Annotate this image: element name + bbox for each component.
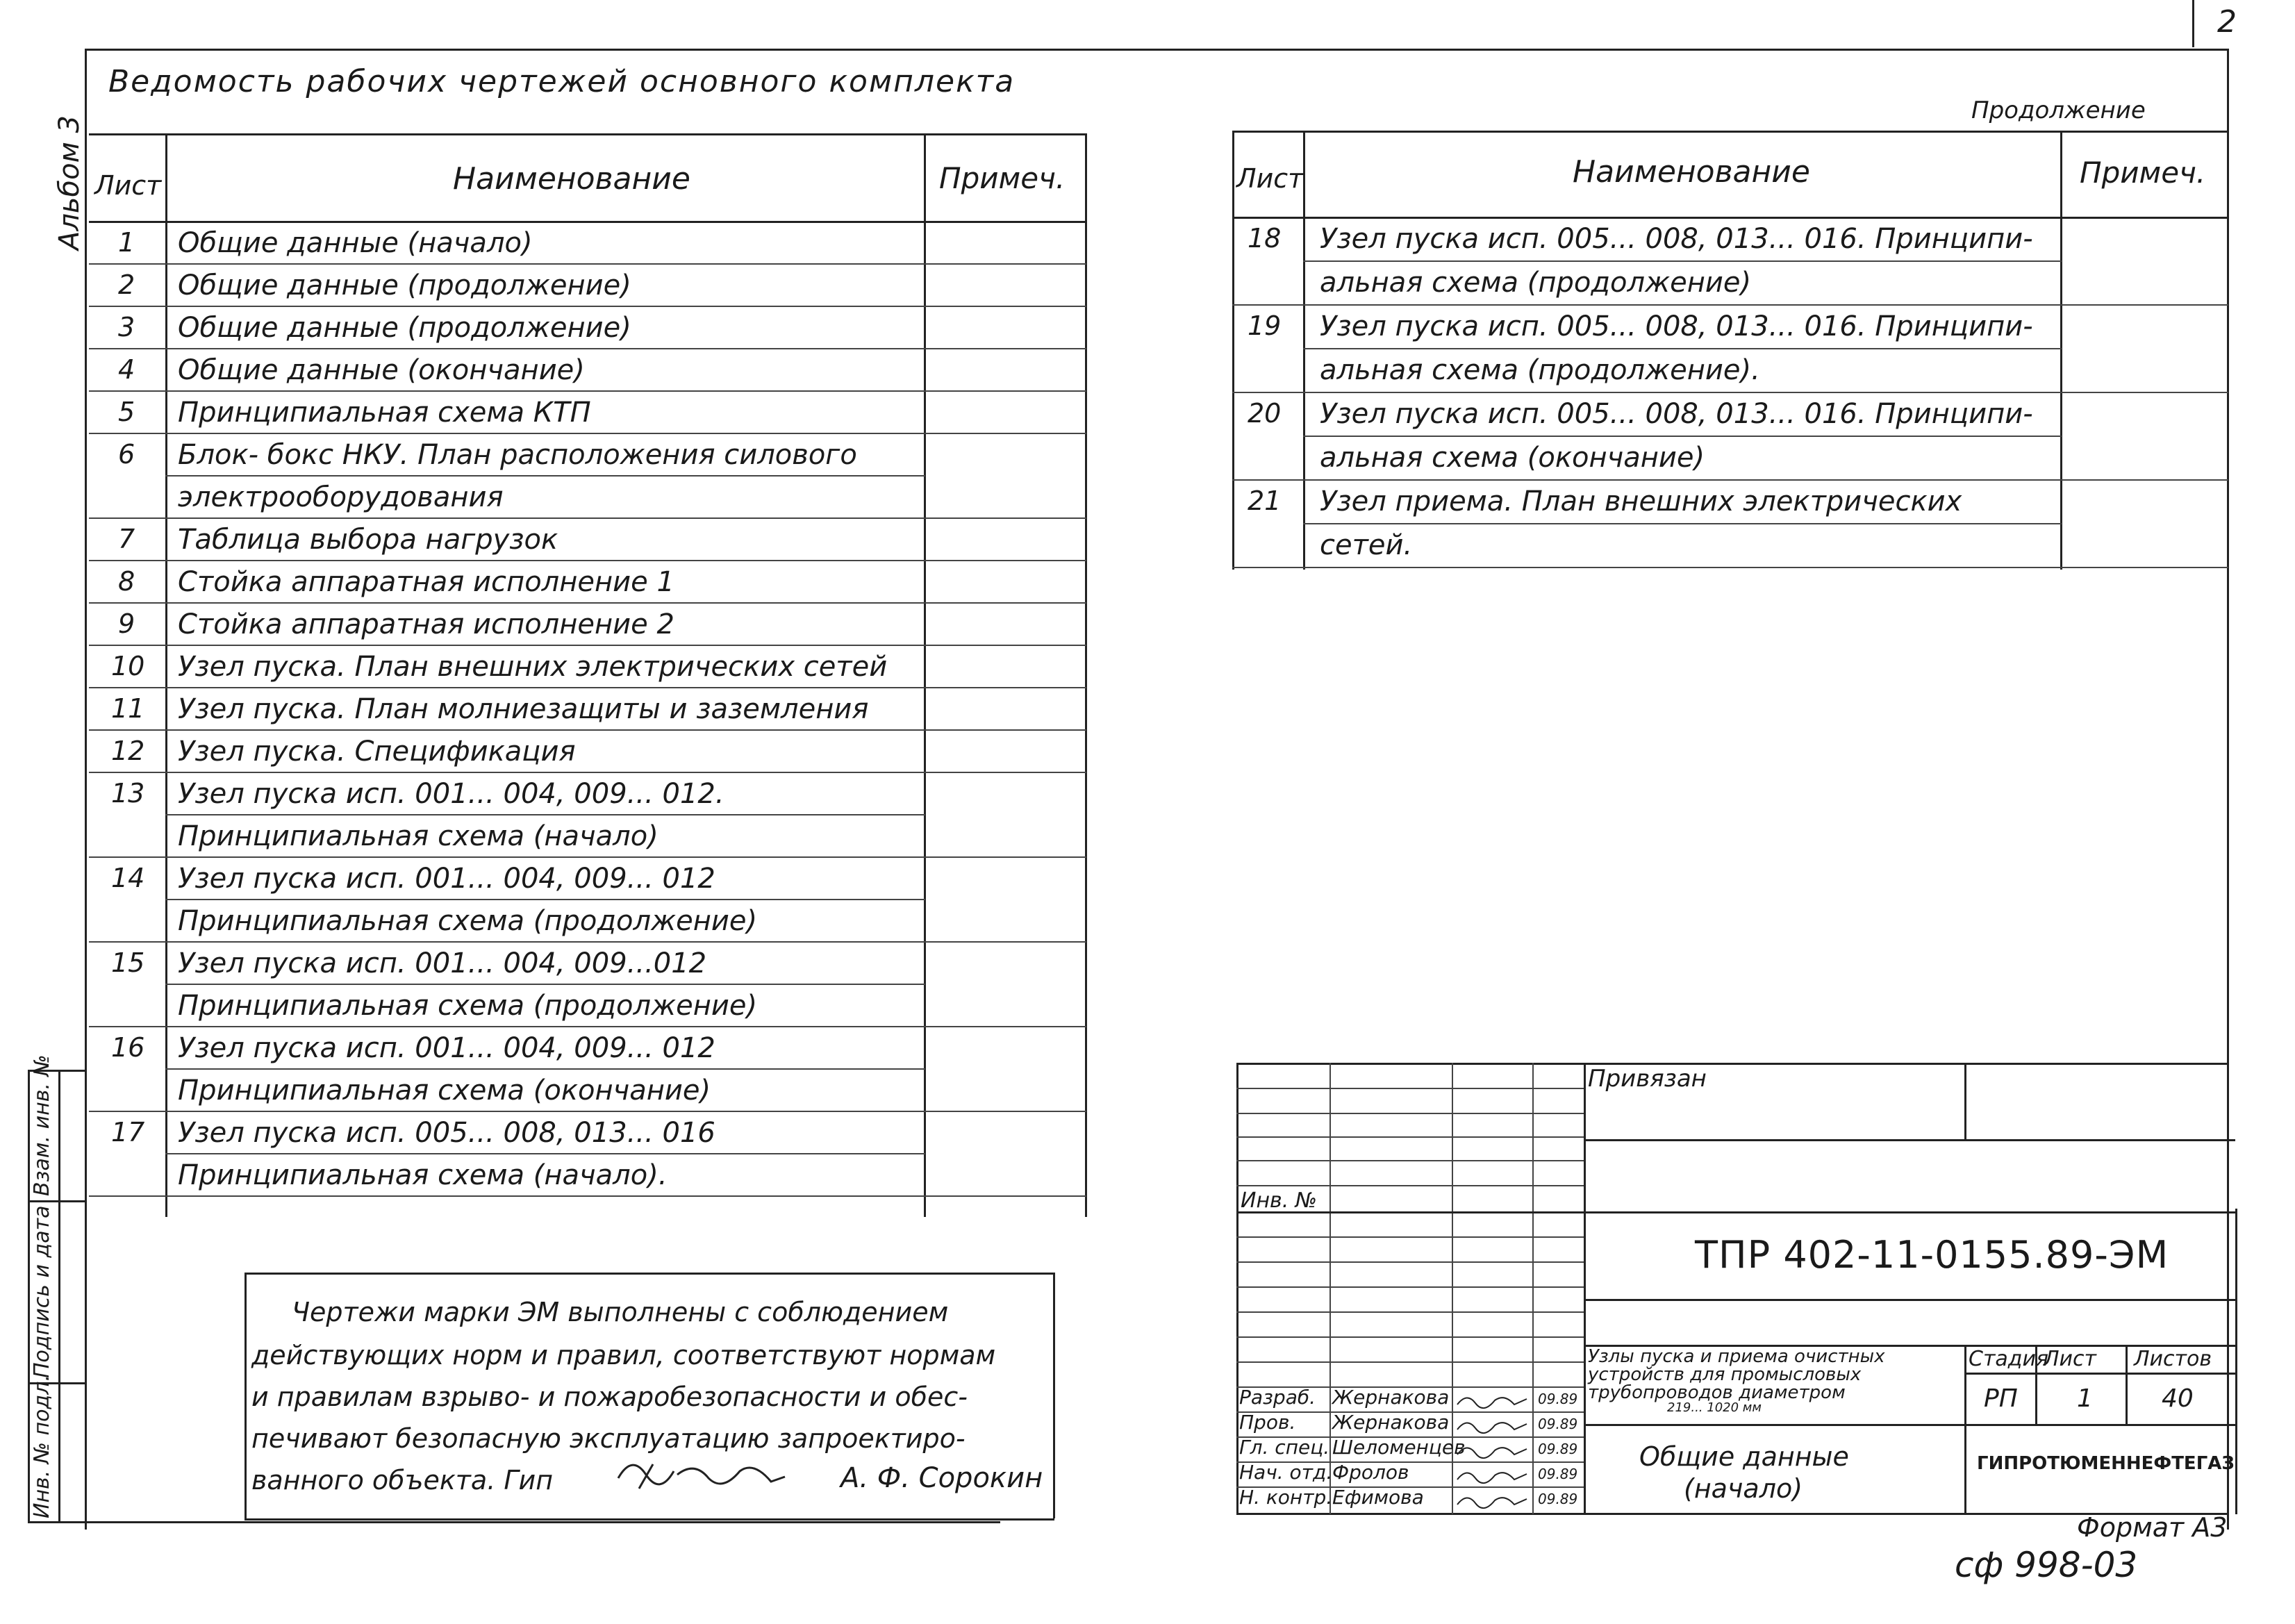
staff-name: Ефимова (1332, 1486, 1424, 1509)
right-row-name: Узел приема. План внешних электрических (1320, 486, 1962, 517)
left-row-name: Принципиальная схема КТП (178, 397, 591, 429)
left-row-divider (89, 1026, 1086, 1027)
tb-row-5 (1236, 1185, 1584, 1186)
staff-date: 09.89 (1538, 1391, 1578, 1407)
left-row-sheet: 16 (111, 1032, 145, 1063)
left-row-name: Общие данные (начало) (178, 227, 533, 259)
right-row-sheet: 21 (1248, 486, 1282, 516)
left-row-name: электрооборудования (178, 481, 504, 513)
left-row-divider (89, 772, 1086, 773)
left-row-name: Узел пуска. План внешних электрических сетей (178, 651, 888, 683)
note-block-bottom (245, 1518, 1054, 1521)
tb-row-4 (1236, 1160, 1584, 1161)
tb-sheet-title-2: (начало) (1684, 1473, 1803, 1504)
staff-name: Жернакова (1332, 1386, 1450, 1409)
tb-attached-divider (1964, 1063, 1966, 1139)
frame-bottom-left (28, 1521, 1000, 1523)
note-line-2: действующих норм и правил, соответствуют нормам (251, 1340, 996, 1370)
tb-object-line-2: устройств для промысловых (1588, 1364, 1862, 1385)
left-col-divider-3 (1085, 133, 1087, 1217)
right-row-divider (1232, 304, 2228, 306)
tb-stage-header-bottom (1964, 1373, 2235, 1375)
note-line-1: Чертежи марки ЭМ выполнены с соблюдением (292, 1297, 949, 1327)
left-row-divider (89, 645, 1086, 646)
left-row-divider (89, 941, 1086, 943)
left-row-divider (89, 856, 1086, 858)
tb-row-2 (1236, 1113, 1584, 1114)
left-row-name: Узел пуска исп. 005... 008, 013... 016 (178, 1117, 715, 1149)
right-row-name: Узел пуска исп. 005... 008, 013... 016. Принципи- (1320, 398, 2033, 430)
left-row-name: Узел пуска. Спецификация (178, 736, 576, 768)
left-row-name: Принципиальная схема (начало) (178, 820, 658, 852)
format-label: Формат А3 (2077, 1512, 2228, 1543)
left-row-name: Узел пуска исп. 001... 004, 009... 012 (178, 1032, 715, 1064)
page-number: 2 (2217, 4, 2237, 40)
chief-engineer-signature (611, 1450, 792, 1499)
left-row-name: Таблица выбора нагрузок (178, 524, 558, 556)
right-table-top (1232, 131, 2228, 133)
tb-right (2235, 1209, 2237, 1514)
staff-role: Гл. спец. (1239, 1436, 1330, 1459)
note-block-top (245, 1273, 1054, 1275)
tb-stage-col-2 (2126, 1345, 2128, 1424)
staff-date: 09.89 (1538, 1441, 1578, 1457)
tb-doc-code: ТПР 402-11-0155.89-ЭМ (1695, 1233, 2169, 1277)
left-row-divider (89, 687, 1086, 688)
tb-row-12 (1236, 1361, 1584, 1363)
note-signer: А. Ф. Сорокин (840, 1462, 1043, 1494)
right-header-name: Наименование (1573, 154, 1810, 190)
left-row-name: Блок- бокс НКУ. План расположения силового (178, 439, 857, 471)
frame-top-left (85, 49, 1536, 51)
tb-col-1 (1329, 1063, 1331, 1514)
staff-signature (1455, 1464, 1530, 1485)
left-col-divider-1 (165, 133, 167, 1217)
left-row-divider (89, 729, 1086, 731)
staff-name: Шеломенцев (1332, 1436, 1466, 1459)
tb-sheet-label: Лист (2044, 1347, 2097, 1371)
tb-stage-label: Стадия (1969, 1347, 2049, 1371)
tb-sheet-value: 1 (2077, 1384, 2093, 1413)
tb-row-6 (1236, 1211, 2235, 1213)
left-row-subline (165, 984, 925, 985)
left-row-sheet: 3 (118, 312, 135, 342)
right-row-subline (1303, 523, 2062, 524)
left-row-divider (89, 433, 1086, 434)
frame-right (2227, 49, 2229, 1530)
left-row-sheet: 2 (118, 270, 135, 300)
right-row-subline (1303, 260, 2062, 262)
right-row-sheet: 19 (1248, 310, 1282, 341)
tb-row-3 (1236, 1136, 1584, 1138)
side-stamp-inv-orig: Инв. № подл. (30, 1375, 54, 1518)
left-header-note: Примеч. (939, 161, 1066, 195)
tb-attached-bottom (1584, 1139, 2235, 1141)
album-label: Альбом 3 (53, 115, 85, 250)
right-row-subline (1303, 436, 2062, 437)
tb-object-line-4: 219... 1020 мм (1667, 1400, 1762, 1415)
tb-row-11 (1236, 1336, 1584, 1338)
left-row-sheet: 5 (118, 397, 135, 427)
left-row-subline (165, 899, 925, 900)
right-row-sheet: 18 (1248, 223, 1282, 254)
left-row-name: Принципиальная схема (окончание) (178, 1075, 711, 1107)
tb-col-4 (1584, 1063, 1586, 1514)
frame-left (85, 49, 87, 1530)
left-row-subline (165, 814, 925, 815)
left-row-sheet: 6 (118, 439, 135, 470)
tb-row-10 (1236, 1311, 1584, 1313)
staff-role: Н. контр. (1239, 1486, 1333, 1509)
staff-signature (1455, 1389, 1530, 1410)
tb-row-9 (1236, 1286, 1584, 1288)
right-row-name: альная схема (продолжение) (1320, 267, 1752, 299)
left-row-divider (89, 263, 1086, 265)
right-row-name: сетей. (1320, 529, 1413, 561)
left-row-sheet: 8 (118, 566, 135, 597)
tb-top (1236, 1063, 2228, 1065)
left-row-sheet: 17 (111, 1117, 145, 1147)
right-table-header-bottom (1232, 217, 2228, 219)
right-col-divider-0 (1232, 131, 1234, 570)
right-row-name: Узел пуска исп. 005... 008, 013... 016. Принципи- (1320, 310, 2033, 342)
left-row-sheet: 13 (111, 778, 145, 809)
tb-object-line-3: трубопроводов диаметром (1588, 1382, 1846, 1403)
left-row-subline (165, 1153, 925, 1154)
right-row-divider (1232, 479, 2228, 481)
left-table-header-bottom (89, 221, 1086, 223)
staff-name: Фролов (1332, 1461, 1409, 1484)
right-row-sheet: 20 (1248, 398, 1282, 429)
left-row-subline (165, 1068, 925, 1070)
tb-organization: ГИПРОТЮМЕННЕФТЕГАЗ (1977, 1453, 2235, 1474)
left-row-subline (165, 475, 925, 477)
left-row-divider (89, 1195, 1086, 1197)
document-title: Ведомость рабочих чертежей основного комплекта (108, 64, 1016, 99)
note-block-right (1053, 1273, 1055, 1518)
left-row-sheet: 4 (118, 354, 135, 385)
left-row-name: Узел пуска исп. 001... 004, 009... 012. (178, 778, 724, 810)
left-row-name: Узел пуска. План молниезащиты и заземления (178, 693, 869, 725)
tb-sheets-value: 40 (2162, 1384, 2194, 1413)
tb-row-8 (1236, 1261, 1584, 1263)
left-row-divider (89, 1111, 1086, 1112)
right-header-note: Примеч. (2080, 156, 2206, 190)
left-row-sheet: 9 (118, 608, 135, 639)
staff-role: Разраб. (1239, 1386, 1316, 1409)
right-col-divider-2 (2060, 131, 2062, 570)
left-row-sheet: 11 (111, 693, 145, 724)
tb-sheets-label: Листов (2134, 1347, 2212, 1371)
left-row-name: Общие данные (продолжение) (178, 270, 631, 301)
left-row-sheet: 15 (111, 947, 145, 978)
left-row-sheet: 7 (118, 524, 135, 554)
registration-number: сф 998-03 (1955, 1545, 2138, 1585)
left-row-sheet: 14 (111, 863, 145, 893)
tb-stage-divider (1964, 1345, 1966, 1513)
left-row-divider (89, 306, 1086, 307)
note-line-3: и правилам взрыво- и пожаробезопасности и обес- (251, 1382, 968, 1412)
staff-signature (1455, 1414, 1530, 1435)
right-row-divider (1232, 392, 2228, 393)
right-row-name: альная схема (продолжение). (1320, 354, 1760, 386)
note-block-left (245, 1273, 247, 1518)
staff-signature (1455, 1489, 1530, 1510)
staff-role: Пров. (1239, 1411, 1296, 1434)
staff-date: 09.89 (1538, 1466, 1578, 1482)
left-header-name: Наименование (453, 161, 690, 197)
staff-date: 09.89 (1538, 1491, 1578, 1507)
left-row-name: Принципиальная схема (начало). (178, 1159, 668, 1191)
right-row-name: альная схема (окончание) (1320, 442, 1705, 474)
page-number-divider (2192, 0, 2194, 47)
tb-code-bottom (1584, 1299, 2235, 1301)
right-row-subline (1303, 348, 2062, 349)
side-stamp-sign-date: Подпись и дата (30, 1205, 54, 1378)
tb-row-7 (1236, 1236, 1584, 1238)
tb-object-line-1: Узлы пуска и приема очистных (1588, 1346, 1885, 1367)
side-stamp-mid (58, 1070, 60, 1521)
frame-top-right (1535, 49, 2227, 51)
right-header-sheet: Лист (1236, 163, 1304, 194)
right-col-divider-1 (1303, 131, 1305, 570)
note-line-4: печивают безопасную эксплуатацию запроектиро- (251, 1423, 966, 1454)
note-line-5: ванного объекта. Гип (251, 1465, 554, 1495)
left-col-divider-2 (924, 133, 926, 1217)
left-row-divider (89, 560, 1086, 561)
left-row-name: Принципиальная схема (продолжение) (178, 905, 758, 937)
left-row-divider (89, 517, 1086, 519)
left-row-name: Принципиальная схема (продолжение) (178, 990, 758, 1022)
left-row-divider (89, 602, 1086, 604)
tb-object-bottom (1584, 1424, 2235, 1426)
left-table-top (89, 133, 1086, 135)
left-header-sheet: Лист (94, 170, 162, 201)
left-row-sheet: 12 (111, 736, 145, 766)
left-row-name: Стойка аппаратная исполнение 1 (178, 566, 674, 598)
tb-col-3 (1532, 1063, 1534, 1514)
tb-left (1236, 1063, 1238, 1514)
staff-role: Нач. отд. (1239, 1461, 1333, 1484)
staff-name: Жернакова (1332, 1411, 1450, 1434)
left-row-divider (89, 390, 1086, 392)
tb-stage-value: РП (1984, 1384, 2018, 1413)
left-row-name: Общие данные (продолжение) (178, 312, 631, 344)
left-row-name: Общие данные (окончание) (178, 354, 585, 386)
tb-inv-no: Инв. № (1241, 1188, 1318, 1213)
tb-sheet-title-1: Общие данные (1639, 1441, 1849, 1472)
left-row-name: Узел пуска исп. 001... 004, 009...012 (178, 947, 707, 979)
right-row-name: Узел пуска исп. 005... 008, 013... 016. Принципи- (1320, 223, 2033, 255)
right-row-divider (1232, 567, 2228, 568)
tb-attached: Привязан (1588, 1065, 1707, 1093)
staff-signature (1455, 1439, 1530, 1460)
side-stamp-replace-inv: Взам. инв. № (30, 1054, 54, 1196)
continuation-label: Продолжение (1971, 97, 2146, 124)
left-row-divider (89, 348, 1086, 349)
staff-date: 09.89 (1538, 1416, 1578, 1432)
tb-row-1 (1236, 1088, 1584, 1089)
left-row-sheet: 1 (118, 227, 135, 258)
side-stamp-sep-1 (28, 1200, 86, 1202)
left-row-name: Узел пуска исп. 001... 004, 009... 012 (178, 863, 715, 895)
left-row-sheet: 10 (111, 651, 145, 681)
left-row-name: Стойка аппаратная исполнение 2 (178, 608, 674, 640)
